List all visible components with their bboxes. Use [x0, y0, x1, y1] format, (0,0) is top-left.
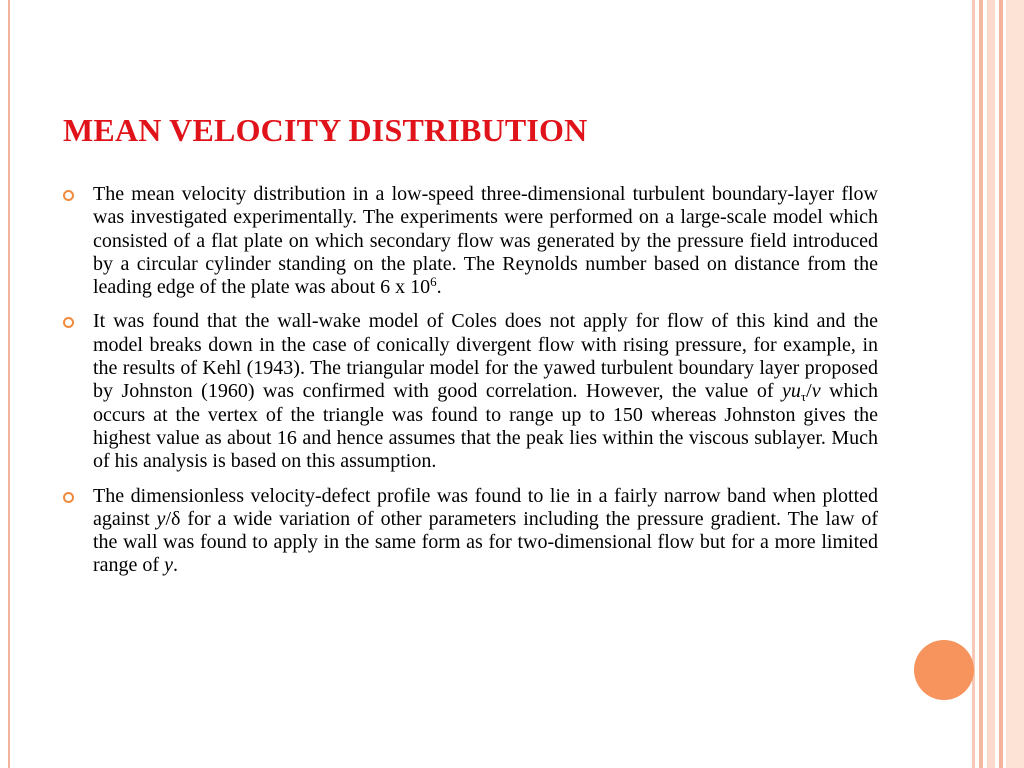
bullet-item-2 — [62, 310, 878, 473]
bullet-item-3 — [62, 485, 878, 578]
left-border-line — [8, 0, 10, 768]
slide-content — [62, 183, 878, 589]
math-operator: / — [806, 380, 812, 403]
bullet-text-part: The mean velocity distribution in a low-speed three-dimensional turbulent boundary-layer flow was investigated experimentally. The experiments were performed on a large-scale model which consisted of a flat plate on which secondary flow was generated by the pressure field introduced by a circular cylinder standing on the plate. The Reynolds number based on distance from the leading edge of the plate was about 6 x 10 — [93, 183, 878, 299]
math-variable: yu — [782, 380, 801, 403]
stripe — [987, 0, 995, 768]
stripe — [1006, 0, 1024, 768]
bullet-circle-icon — [63, 492, 74, 503]
math-subscript: τ — [800, 389, 807, 405]
bullet-text-part: for a wide variation of other parameters including the pressure gradient. The law of the wall was found to apply in the same form as for two-dimensional flow but for a more limited range of — [93, 507, 878, 577]
bullet-circle-icon — [63, 190, 74, 201]
bullet-text-part: The dimensionless velocity-defect profile was found to lie in a fairly narrow band when plotted against — [93, 484, 878, 530]
bullet-text-part: It was found that the wall-wake model of Coles does not apply for flow of this kind and the model breaks down in the case of conically divergent flow with rising pressure, for example, in the results of Kehl (1943). The triangular model for the yawed turbulent boundary layer proposed by Johnston (1960) was confirmed with good correlation. However, the value of — [93, 310, 878, 403]
exponent: 6 — [430, 274, 437, 290]
math-variable: v — [811, 380, 821, 403]
bullet-text — [93, 485, 878, 578]
decorative-circle — [914, 640, 974, 700]
stripe — [979, 0, 983, 768]
math-variable: y — [156, 507, 166, 530]
math-variable: y — [164, 554, 173, 577]
bullet-item-1 — [62, 183, 878, 299]
bullet-text — [93, 310, 878, 473]
bullet-text-part: which occurs at the vertex of the triangle was found to range up to 150 whereas Johnston gives the highest value as about 16 and hence assumes that the peak lies within the viscous sublayer. Much of his analysis is based on this assumption. — [93, 380, 878, 473]
bullet-circle-icon — [63, 317, 74, 328]
bullet-text-part: . — [172, 554, 178, 577]
stripe — [999, 0, 1003, 768]
slide-title: MEAN VELOCITY DISTRIBUTION — [63, 112, 588, 148]
bullet-text — [93, 183, 878, 299]
right-decorative-stripes — [972, 0, 1024, 768]
math-operator: /δ — [165, 507, 181, 530]
stripe — [972, 0, 975, 768]
bullet-text-part: . — [436, 276, 442, 299]
